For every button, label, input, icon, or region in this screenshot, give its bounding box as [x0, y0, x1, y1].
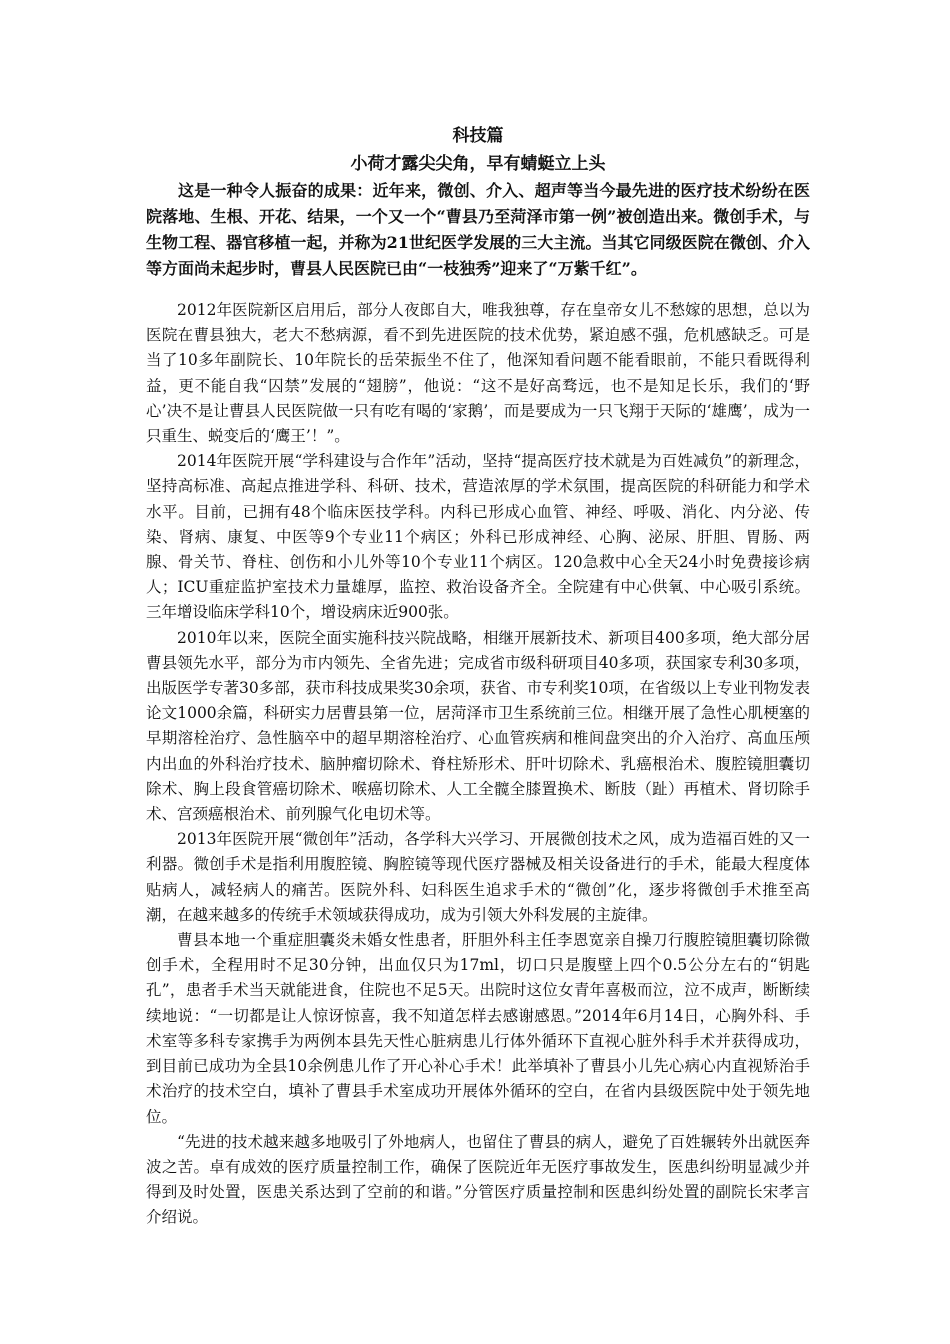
body-paragraph-6: “先进的技术越来越多地吸引了外地病人，也留住了曹县的病人，避免了百姓辗转外出就医奔波之苦。卓有成效的医疗质量控制工作，确保了医院近年无医疗事故发生，医患纠纷明显减少并得到及时处置，医患关系达到了空前的和谐。”分管医疗质量控制和医患纠纷处置的副院长宋孝言介绍说。: [146, 1132, 810, 1227]
body-paragraph-1: 2012年医院新区启用后，部分人夜郎自大，唯我独尊，存在皇帝女儿不愁嫁的思想，总以为医院在曹县独大，老大不愁病源，看不到先进医院的技术优势，紧迫感不强，危机感缺乏。可是当了10多年副院长、10年院长的岳荣振坐不住了，他深知看问题不能看眼前，不能只看既得利益，更不能自我“囚禁”发展的“翅膀”，他说：“这不是好高骛远，也不是知足长乐，我们的‘野心’决不是让曹县人民医院做一只有吃有喝的‘家鹅’，而是要成为一只飞翔于天际的‘雄鹰’，成为一只重生、蜕变后的‘鹰王’！”。: [146, 301, 810, 446]
section-title: 科技篇: [452, 126, 504, 146]
body-paragraph-4: 2013年医院开展“微创年”活动，各学科大兴学习、开展微创技术之风，成为造福百姓的又一利器。微创手术是指利用腹腔镜、胸腔镜等现代医疗器械及相关设备进行的手术，能最大程度体贴病人，减轻病人的痛苦。医院外科、妇科医生追求手术的“微创”化，逐步将微创手术推至高潮，在越来越多的传统手术领域获得成功，成为引领大外科发展的主旋律。: [146, 830, 810, 924]
body-paragraph-3: 2010年以来，医院全面实施科技兴院战略，相继开展新技术、新项目400多项，绝大部分居曹县领先水平，部分为市内领先、全省先进；完成省市级科研项目40多项，获国家专利30多项，出版医学专著30多部，获市科技成果奖30余项，获省、市专利奖10项，在省级以上专业刊物发表论文1000余篇，科研实力居曹县第一位，居菏泽市卫生系统前三位。相继开展了急性心肌梗塞的早期溶栓治疗、急性脑卒中的超早期溶栓治疗、心血管疾病和椎间盘突出的介入治疗、高血压颅内出血的外科治疗技术、脑肿瘤切除术、脊柱矫形术、肝叶切除术、乳癌根治术、腹腔镜胆囊切除术、胸上段食管癌切除术、喉癌切除术、人工全髋全膝置换术、断肢（趾）再植术、肾切除手术、宫颈癌根治术、前列腺气化电切术等。: [146, 628, 810, 824]
body-paragraph-5: 曹县本地一个重症胆囊炎未婚女性患者，肝胆外科主任李恩宽亲自操刀行腹腔镜胆囊切除微创手术，全程用时不足30分钟，出血仅只为17ml，切口只是腹壁上四个0.5公分左右的“钥匙孔”，患者手术当天就能进食，住院也不足5天。出院时这位女青年喜极而泣，泣不成声，断断续续地说：“一切都是让人惊讶惊喜，我不知道怎样去感谢感恩。”2014年6月14日，心胸外科、手术室等多科专家携手为两例本县先天性心脏病患儿行体外循环下直视心脏外科手术并获得成功，到目前已成功为全县10余例患儿作了开心补心手术！此举填补了曹县小儿先心病心内直视矫治手术治疗的技术空白，填补了曹县手术室成功开展体外循环的空白，在省内县级医院中处于领先地位。: [146, 931, 810, 1126]
lead-paragraph: 这是一种令人振奋的成果：近年来，微创、介入、超声等当今最先进的医疗技术纷纷在医院落地、生根、开花、结果，一个又一个“曹县乃至菏泽市第一例”被创造出来。微创手术，与生物工程、器官移植一起，并称为21世纪医学发展的三大主流。当其它同级医院在微创、介入等方面尚未起步时，曹县人民医院已由“一枝独秀”迎来了“万紫千红”。: [146, 181, 810, 278]
body-paragraph-2: 2014年医院开展“学科建设与合作年”活动，坚持“提高医疗技术就是为百姓减负”的新理念，坚持高标准、高起点推进学科、科研、技术，营造浓厚的学术氛围，提高医院的科研能力和学术水平。目前，已拥有48个临床医技学科。内科已形成心血管、神经、呼吸、消化、内分泌、传染、肾病、康复、中医等9个专业11个病区；外科已形成神经、心胸、泌尿、肝胆、胃肠、两腺、骨关节、脊柱、创伤和小儿外等10个专业11个病区。120急救中心全天24小时免费接诊病人；ICU重症监护室技术力量雄厚，监控、救治设备齐全。全院建有中心供氧、中心吸引系统。三年增设临床学科10个，增设病床近900张。: [146, 452, 810, 622]
document-page: [146, 122, 810, 1231]
article-subtitle: 小荷才露尖尖角，早有蜻蜓立上头: [350, 154, 606, 174]
